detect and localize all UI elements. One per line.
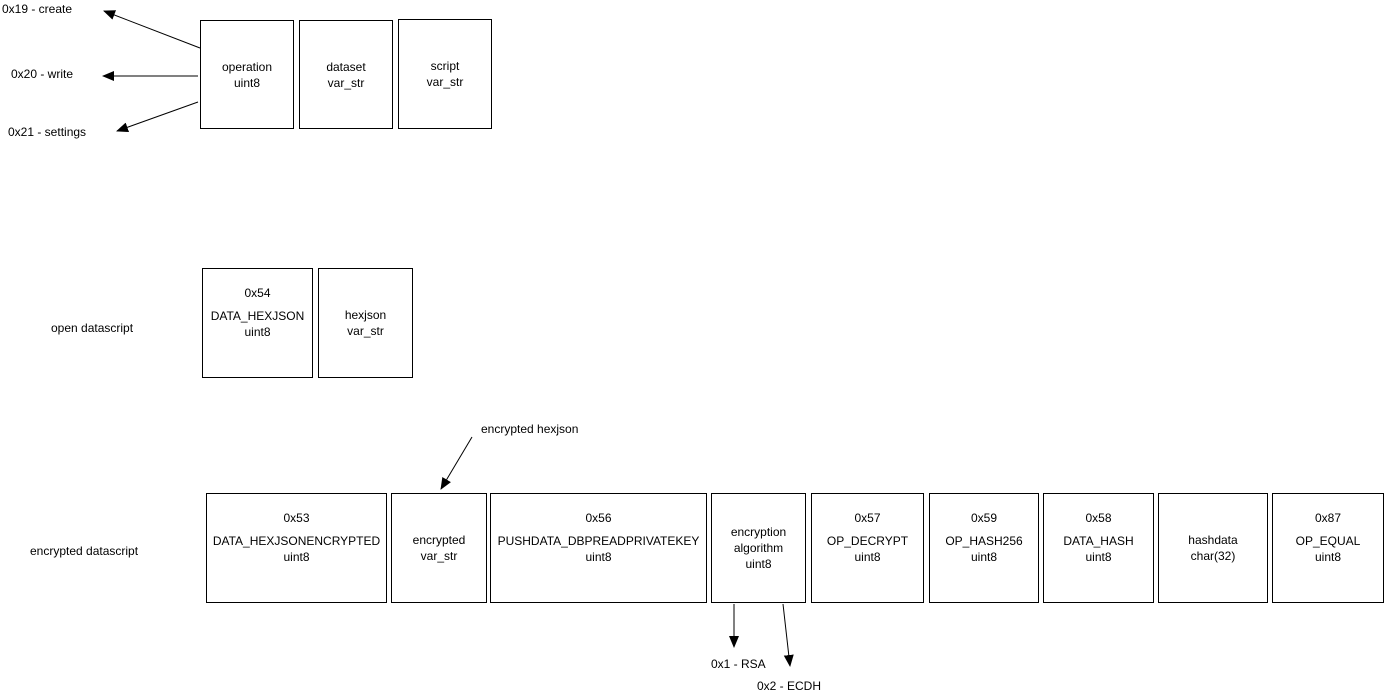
box-op-hash256-code: 0x59 xyxy=(970,510,998,525)
arrow-algorithm-ecdh xyxy=(783,604,790,666)
label-open-datascript: open datascript xyxy=(51,321,134,335)
box-data-hexjson-code: 0x54 xyxy=(244,285,271,300)
box-op-decrypt-name: OP_DECRYPT xyxy=(826,533,909,548)
box-dataset-type: var_str xyxy=(327,75,365,90)
box-op-decrypt xyxy=(811,493,924,603)
label-0x1-rsa: 0x1 - RSA xyxy=(711,657,766,671)
box-op-hash256-name: OP_HASH256 xyxy=(945,533,1023,548)
label-0x2-ecdh: 0x2 - ECDH xyxy=(757,679,822,693)
box-data-hash-type: uint8 xyxy=(1085,549,1112,564)
box-encrypted-name: encrypted xyxy=(412,533,466,547)
arrow-encrypted-hexjson xyxy=(441,437,472,489)
label-encrypted-datascript: encrypted datascript xyxy=(30,544,139,558)
arrow-operation-settings xyxy=(117,102,198,131)
box-op-decrypt-code: 0x57 xyxy=(854,510,881,525)
box-data-hexjsonencrypted-type: uint8 xyxy=(283,549,310,564)
box-data-hexjson-name: DATA_HEXJSON xyxy=(210,308,305,323)
box-pushdata-code: 0x56 xyxy=(585,510,612,525)
box-encrypted xyxy=(391,493,487,603)
box-pushdata-type: uint8 xyxy=(585,549,612,564)
box-op-equal-name: OP_EQUAL xyxy=(1295,533,1361,548)
box-op-hash256 xyxy=(929,493,1039,603)
box-encrypted-type: var_str xyxy=(420,549,458,563)
box-hexjson xyxy=(318,268,413,378)
box-pushdata-dbpreadprivatekey xyxy=(490,493,707,603)
box-data-hash-code: 0x58 xyxy=(1085,510,1112,525)
label-0x20-write: 0x20 - write xyxy=(11,67,74,81)
label-0x19-create: 0x19 - create xyxy=(2,2,73,16)
box-script-type: var_str xyxy=(426,75,464,89)
arrow-operation-create xyxy=(104,11,200,48)
box-pushdata-name: PUSHDATA_DBPREADPRIVATEKEY xyxy=(497,533,700,548)
box-operation xyxy=(200,20,294,129)
box-hashdata xyxy=(1158,493,1268,603)
box-data-hexjsonencrypted-code: 0x53 xyxy=(283,510,310,525)
box-data-hash-name: DATA_HASH xyxy=(1063,533,1134,548)
box-hexjson-type: var_str xyxy=(347,324,384,338)
label-0x21-settings: 0x21 - settings xyxy=(8,125,87,139)
box-script-name: script xyxy=(430,59,460,73)
box-op-equal-type: uint8 xyxy=(1314,549,1342,564)
box-op-equal-code: 0x87 xyxy=(1314,510,1342,525)
box-op-hash256-type: uint8 xyxy=(970,549,998,564)
box-encryption-algorithm xyxy=(711,493,806,603)
box-data-hash xyxy=(1043,493,1154,603)
box-hexjson-name: hexjson xyxy=(344,308,387,322)
box-encryption-algorithm-line1: encryption xyxy=(730,525,787,539)
box-data-hexjson-type: uint8 xyxy=(244,324,271,339)
box-dataset-name: dataset xyxy=(326,59,366,74)
box-script xyxy=(398,19,492,129)
box-op-decrypt-type: uint8 xyxy=(854,549,881,564)
box-hashdata-type: char(32) xyxy=(1190,549,1236,563)
box-encryption-algorithm-line2: algorithm xyxy=(733,541,784,555)
box-data-hexjsonencrypted-name: DATA_HEXJSONENCRYPTED xyxy=(212,533,381,548)
box-op-equal xyxy=(1272,493,1384,603)
box-operation-type: uint8 xyxy=(233,75,261,90)
label-encrypted-hexjson: encrypted hexjson xyxy=(481,422,579,436)
box-hashdata-name: hashdata xyxy=(1188,533,1238,547)
box-operation-name: operation xyxy=(221,59,273,74)
box-data-hexjson xyxy=(202,268,313,378)
box-data-hexjsonencrypted xyxy=(206,493,387,603)
box-dataset xyxy=(299,20,393,129)
box-encryption-algorithm-type: uint8 xyxy=(745,557,772,571)
